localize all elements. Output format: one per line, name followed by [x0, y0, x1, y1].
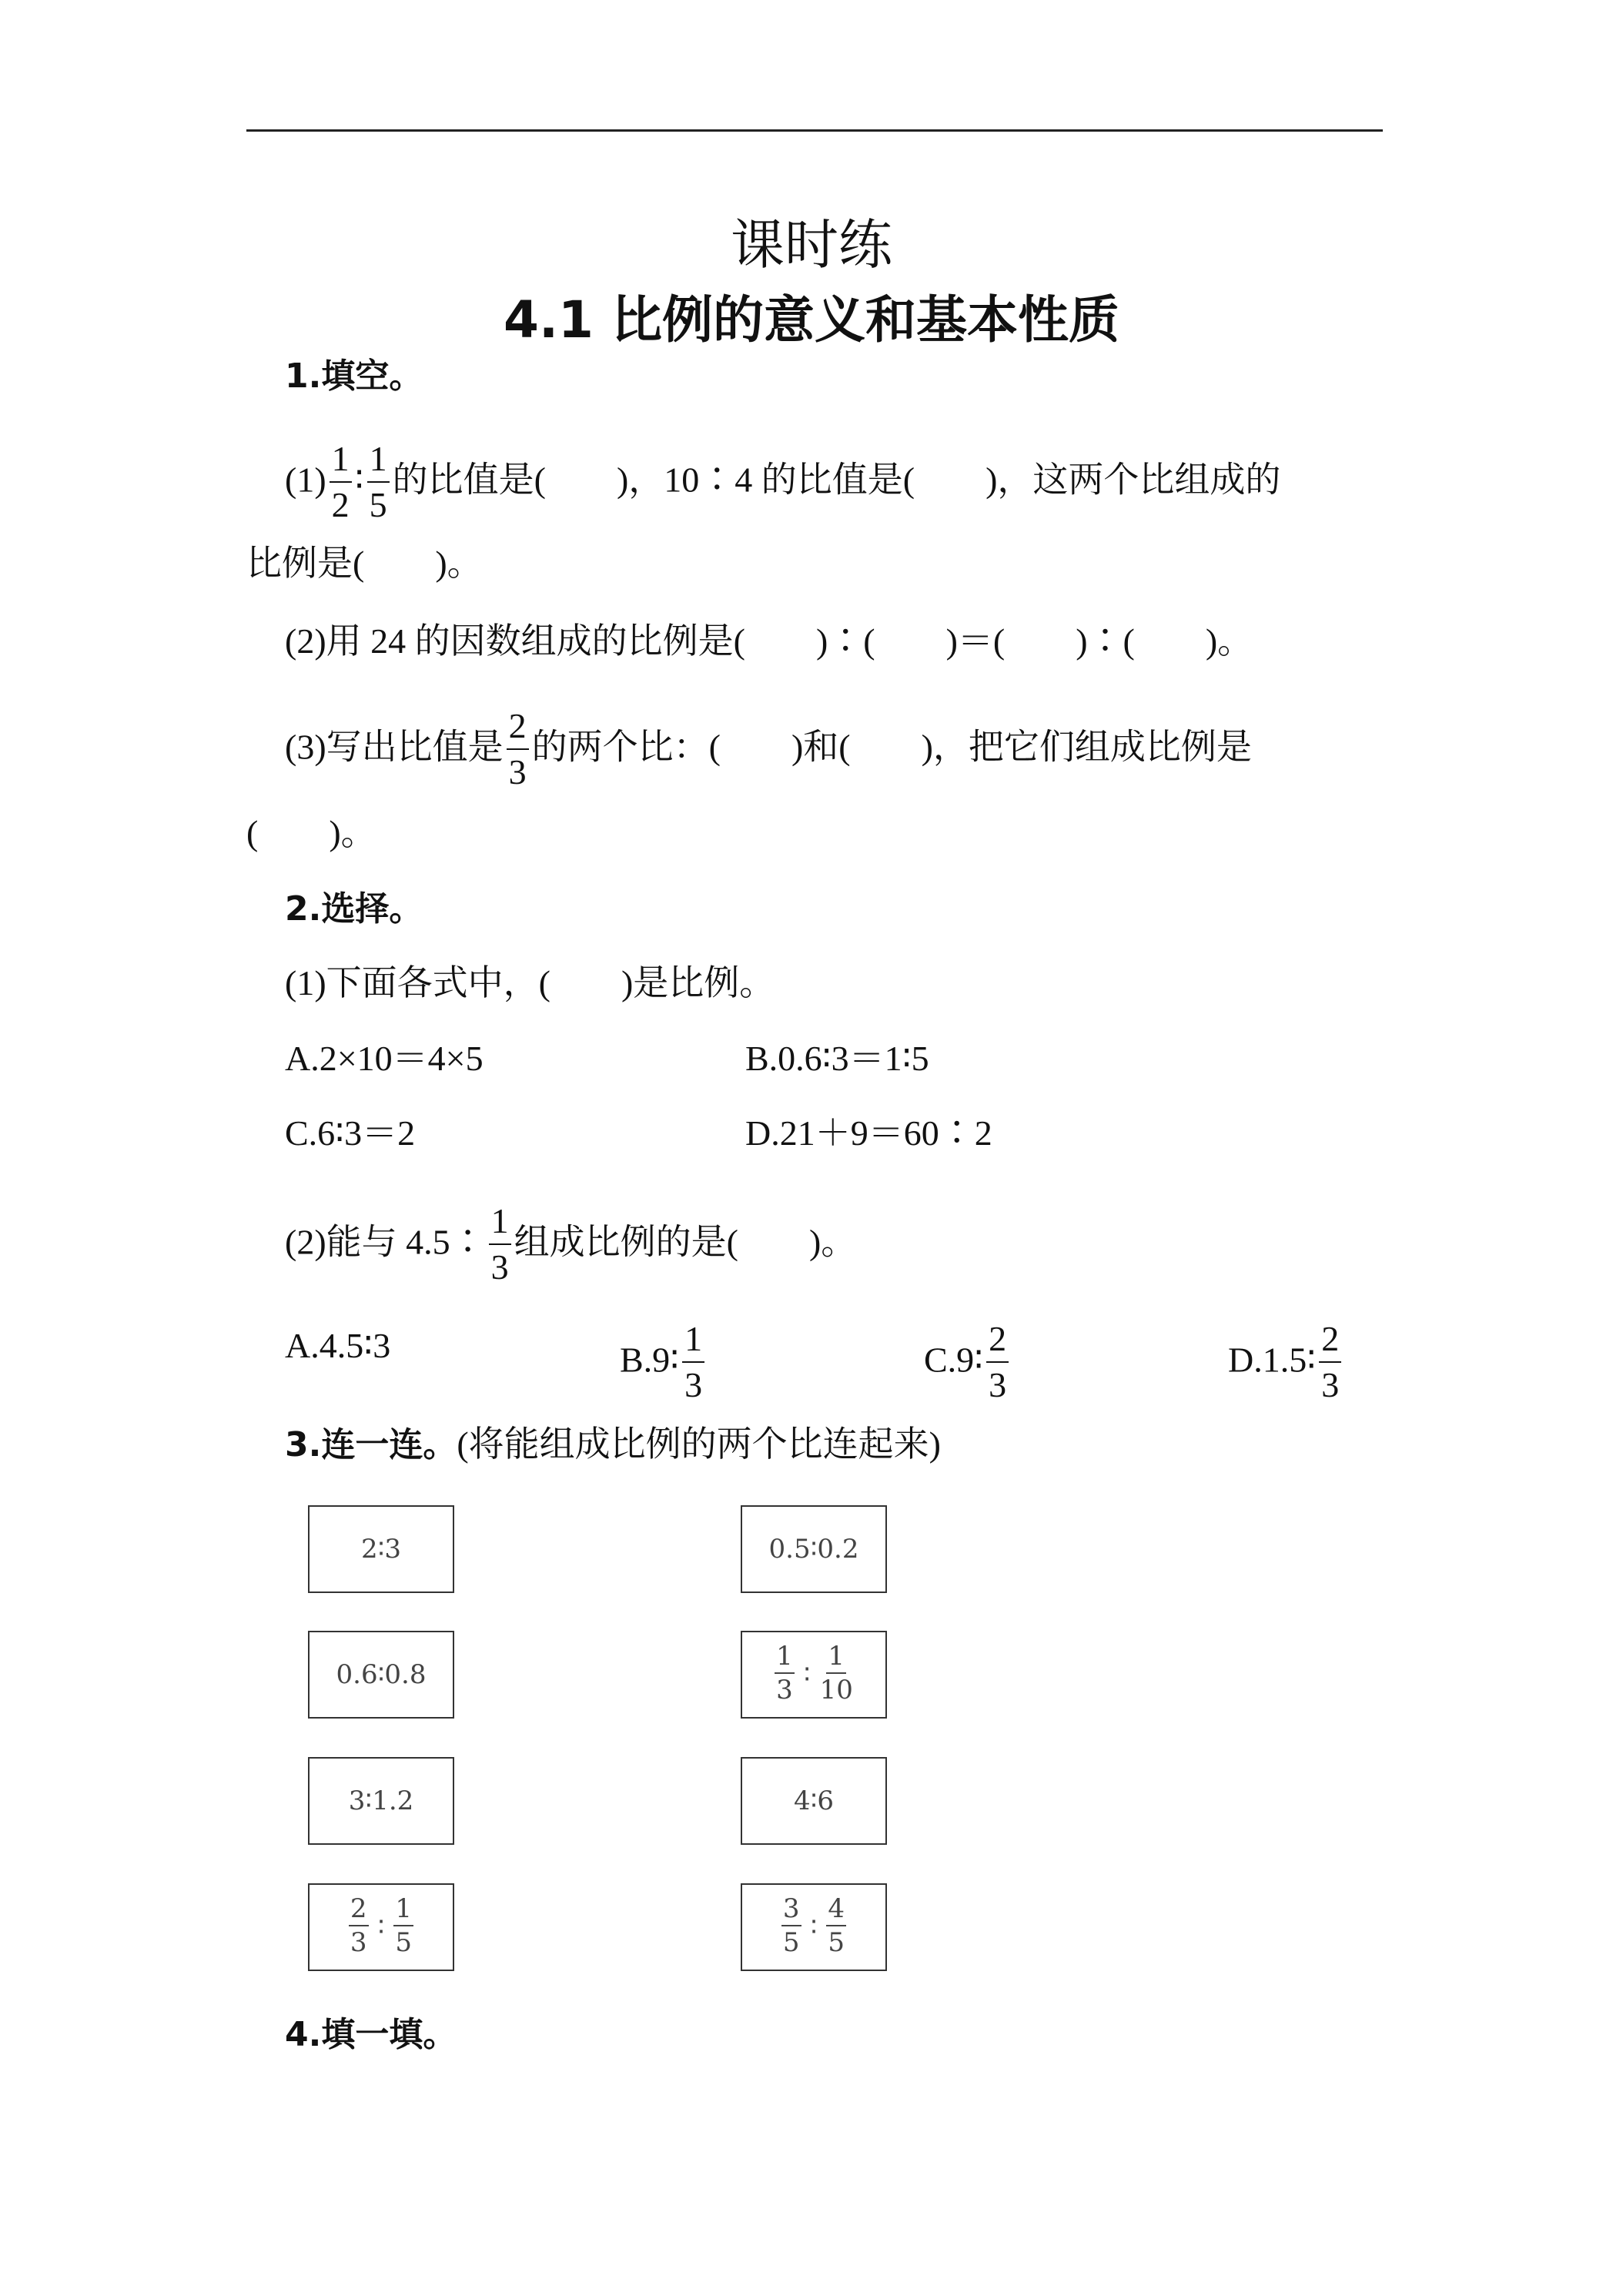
q2-p1-option-d: D.21＋9＝60∶2	[745, 1113, 992, 1153]
q4-heading: 4.填一填。	[285, 2015, 457, 2054]
q1-heading: 1.填空。	[285, 356, 423, 396]
q2-p1-option-c: C.6∶3＝2	[285, 1113, 416, 1153]
q2-heading: 2.选择。	[285, 889, 423, 929]
fraction: $\frac{2}{3}$	[507, 708, 529, 790]
match-box-right-3[interactable]: 4∶6	[741, 1757, 887, 1845]
q3-heading: 3.连一连。(将能组成比例的两个比连起来)	[285, 1424, 941, 1464]
fraction: $\frac{3}{5}$	[782, 1893, 800, 1958]
q2-p1-option-a: A.2×10＝4×5	[285, 1039, 484, 1078]
q2-part1: (1)下面各式中，( )是比例。	[285, 963, 775, 1002]
fraction: $\frac{2}{3}$	[350, 1893, 367, 1958]
fraction: $\frac{1}{2}$	[330, 441, 352, 523]
q2-p2-option-b: B.9∶ $\frac{1}{3}$	[620, 1323, 708, 1404]
fraction: $\frac{2}{3}$	[1319, 1321, 1341, 1403]
fraction: $\frac{2}{3}$	[986, 1321, 1009, 1403]
q1-part2: (2)用 24 的因数组成的比例是( )∶( )＝( )∶( )。	[285, 621, 1253, 661]
q2-p2-option-d: D.1.5∶ $\frac{2}{3}$	[1228, 1323, 1344, 1404]
fraction: $\frac{1}{5}$	[395, 1893, 413, 1958]
header-rule	[246, 129, 1383, 132]
q1-part1-cont: 比例是( )。	[246, 544, 483, 583]
q1-part1: (1) $\frac{1}{2}$ ∶ $\frac{1}{5}$ 的比值是( )，10∶4 的比值是( )，这两个比组成的	[285, 439, 1281, 524]
fraction: $\frac{1}{3}$	[489, 1203, 511, 1285]
match-box-left-1[interactable]: 2∶3	[308, 1505, 454, 1593]
q1-part3-cont: ( )。	[246, 813, 376, 852]
q2-part2: (2)能与 4.5∶ $\frac{1}{3}$ 组成比例的是( )。	[285, 1201, 857, 1287]
lesson-subtitle: 4.1 比例的意义和基本性质	[504, 290, 1119, 350]
match-box-left-2[interactable]: 0.6∶0.8	[308, 1631, 454, 1719]
match-box-right-2[interactable]: $\frac{1}{3}$ ∶ $\frac{1}{10}$	[741, 1631, 887, 1719]
match-box-right-1[interactable]: 0.5∶0.2	[741, 1505, 887, 1593]
fraction: $\frac{1}{3}$	[682, 1321, 704, 1403]
q2-p1-option-b: B.0.6∶3＝1∶5	[745, 1039, 929, 1078]
fraction: $\frac{1}{10}$	[819, 1641, 853, 1705]
fraction: $\frac{1}{5}$	[367, 441, 390, 523]
q1-part3: (3)写出比值是 $\frac{2}{3}$ 的两个比：( )和( )，把它们组成比例是	[285, 706, 1252, 792]
fraction: $\frac{1}{3}$	[776, 1641, 793, 1705]
q2-p2-option-c: C.9∶ $\frac{2}{3}$	[924, 1323, 1012, 1404]
page-title: 课时练	[731, 213, 892, 276]
fraction: $\frac{4}{5}$	[828, 1893, 845, 1958]
match-box-left-4[interactable]: $\frac{2}{3}$ ∶ $\frac{1}{5}$	[308, 1883, 454, 1971]
match-box-left-3[interactable]: 3∶1.2	[308, 1757, 454, 1845]
q2-p2-option-a: A.4.5∶3	[285, 1326, 391, 1365]
match-box-right-4[interactable]: $\frac{3}{5}$ ∶ $\frac{4}{5}$	[741, 1883, 887, 1971]
